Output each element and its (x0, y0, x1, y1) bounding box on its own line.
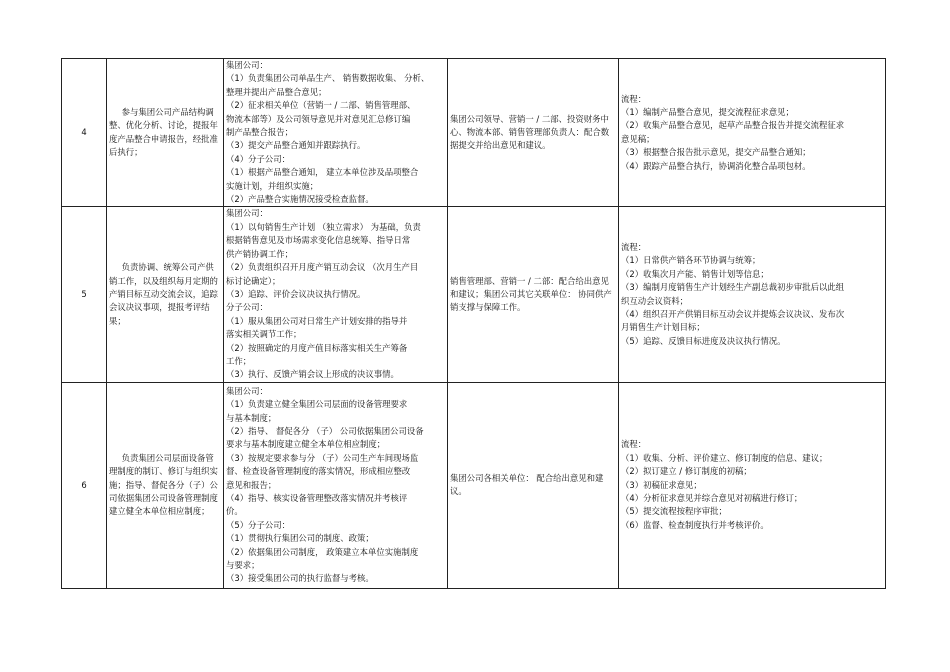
text-line: （2）负责组织召开月度产销互动会议 （次月生产目 (226, 262, 419, 273)
text-line: （1）负责建立健全集团公司层面的设备管理要求 (226, 399, 408, 410)
text-line: （3）执行、反馈产销会议上形成的决议事情。 (226, 369, 399, 380)
text-line: 流程： (621, 93, 647, 104)
text-line: 制产品整合报告； (226, 127, 293, 138)
text-line: 集团公司： (226, 60, 268, 70)
related-departments: 集团公司领导、营销一 / 二部、投资财务中心、物流本部、销售管理部负责人：配合数据提交并给出意见和建议。 (448, 59, 619, 207)
text-line: 集团公司： (226, 385, 268, 396)
text-line: （3）初稿征求意见； (621, 479, 702, 490)
text-line: 价。 (226, 506, 243, 517)
text-line: （5）提交流程按程序审批； (621, 506, 727, 517)
text-line: （6）监督、检查制度执行并考核评价。 (621, 519, 769, 530)
text-line: （3）根据整合报告批示意见，提交产品整合通知； (621, 147, 811, 158)
text-line: （4）跟踪产品整合执行，协调消化整合品项包材。 (621, 160, 811, 171)
process-steps (619, 207, 886, 382)
text-line: 督、检查设备管理制度的落实情况，形成相应整改 (226, 466, 411, 477)
text-line: （2）按照确定的月度产值目标落实相关生产筹备 (226, 342, 408, 353)
text-line: （2）指导、 督促各分 （子） 公司依据集团公司设备 (226, 425, 424, 436)
text-line: 与要求； (226, 559, 260, 570)
related-departments: 销售管理部、营销一 / 二部：配合给出意见和建议；集团公司其它关联单位： 协同供产销支撑与保障工作。 (448, 207, 619, 382)
text-line: （2）收集次月产能、销售计划等信息； (621, 268, 769, 279)
text-line: （1）日常供产销各环节协调与统筹； (621, 255, 761, 266)
text-line: （4）指导、核实设备管理整改落实情况并考核评 (226, 492, 408, 503)
function-description: 负责集团公司层面设备管理制度的制订、修订与组织实施；指导、督促各分（子）公司依据集团公司设备管理制度建立健全本单位相应制度； (107, 382, 224, 588)
text-line: （4）分析征求意见并综合意见对初稿进行修订； (621, 492, 803, 503)
text-line: （1）贯彻执行集团公司的制度、政策； (226, 533, 374, 544)
text-line: （1）收集、分析、评价建立、修订制度的信息、建议； (621, 452, 828, 463)
related-departments: 集团公司各相关单位： 配合给出意见和建议。 (448, 382, 619, 588)
text-line: 与基本制度； (226, 412, 277, 423)
text-line: （2）征求相关单位（营销一 / 二部、销售管理部、 (226, 100, 416, 111)
text-line: （3）追踪、评价会议决议执行情况。 (226, 288, 366, 299)
text-line: 物流本部等）及公司领导意见并对意见汇总修订编 (226, 113, 411, 124)
responsibility-detail (224, 382, 448, 588)
text-line: 流程： (621, 439, 647, 450)
text-line: 意见和报告； (226, 479, 277, 490)
text-line: 整理并提出产品整合意见； (226, 86, 327, 97)
text-line: 标讨论确定）； (226, 275, 281, 286)
row-number: 6 (62, 382, 107, 588)
table-body (62, 59, 886, 589)
text-line: 分子公司： (226, 302, 268, 313)
text-line: 织互动会议资料； (621, 295, 688, 306)
responsibility-table (61, 58, 886, 589)
text-line: （2）拟订建立 / 修订制度的初稿； (621, 466, 752, 477)
text-line: （1）编制产品整合意见，提交流程征求意见； (621, 106, 794, 117)
text-line: 供产销协调工作； (226, 248, 293, 259)
function-description: 负责协调、统筹公司产供销工作，以及组织每月定期的产销目标互动交流会议，追踪会议决议事项，提报考评结果； (107, 207, 224, 382)
text-line: 月销售生产计划目标； (621, 322, 705, 333)
text-line: （3）提交产品整合通知并跟踪执行。 (226, 140, 366, 151)
text-line: 流程： (621, 241, 647, 252)
text-line: （3）编制月度销售生产计划经生产副总裁初步审批后以此组 (621, 282, 845, 293)
text-line: 落实相关调节工作； (226, 329, 302, 340)
function-description: 参与集团公司产品结构调整、优化分析、讨论，提报年度产品整合申请报告，经批准后执行； (107, 59, 224, 207)
text-line: （4）分子公司： (226, 153, 290, 164)
text-line: 根据销售意见及市场需求变化信息统筹、指导日常 (226, 235, 411, 246)
text-line: （1）以旬销售生产计划 （独立需求） 为基础，负责 (226, 221, 421, 232)
text-line: （1）负责集团公司单品生产、 销售数据收集、 分析、 (226, 73, 430, 84)
text-line: 工作； (226, 355, 252, 366)
responsibility-detail (224, 207, 448, 382)
text-line: （3）接受集团公司的执行监督与考核。 (226, 573, 374, 584)
process-steps (619, 59, 886, 207)
text-line: （4）组织召开产供销目标互动会议并提炼会议决议、发布次 (621, 309, 845, 320)
text-line: （2）产品整合实施情况接受检查监督。 (226, 194, 374, 205)
table-row (62, 207, 886, 382)
text-line: 要求与基本制度建立健全本单位相应制度； (226, 439, 386, 450)
text-line: 实施计划，并组织实施； (226, 180, 319, 191)
table-row (62, 382, 886, 588)
row-number: 5 (62, 207, 107, 382)
text-line: 意见稿； (621, 133, 655, 144)
text-line: （5）分子公司： (226, 519, 290, 530)
text-line: （1）服从集团公司对日常生产计划安排的指导并 (226, 315, 408, 326)
row-number: 4 (62, 59, 107, 207)
table-row (62, 59, 886, 207)
text-line: （2）收集产品整合意见，起草产品整合报告并提交流程征求 (621, 120, 845, 131)
text-line: 集团公司： (226, 208, 268, 219)
text-line: （1）根据产品整合通知， 建立本单位涉及品项整合 (226, 167, 419, 178)
process-steps (619, 382, 886, 588)
responsibility-detail (224, 59, 448, 207)
text-line: （5）追踪、反馈目标进度及决议执行情况。 (621, 335, 786, 346)
text-line: （3）按规定要求参与分 （子）公司生产车间现场监 (226, 452, 419, 463)
text-line: （2）依据集团公司制度， 政策建立本单位实施制度 (226, 546, 419, 557)
